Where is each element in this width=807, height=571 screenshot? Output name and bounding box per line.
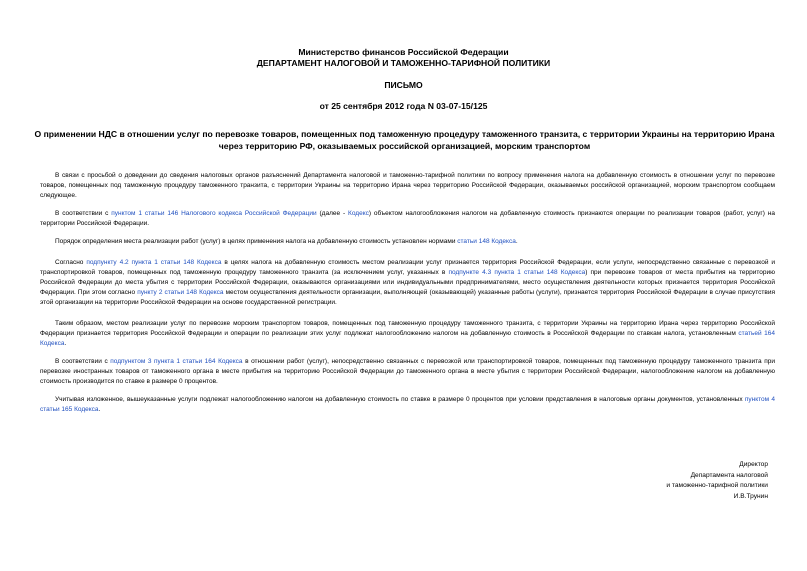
text-run: В соответствии с [55,210,112,217]
signature-name: И.В.Трунин [733,492,768,500]
document-date-number: от 25 сентября 2012 года N 03-07-15/125 [319,101,488,111]
text-run: В соответствии с [55,358,111,365]
paragraph-tax-object [40,209,775,229]
link-tax-code-art146[interactable]: пунктом 1 статьи 146 Налогового кодекса Российской Федерации [111,210,317,217]
link-art148-p1-sp4-3[interactable]: подпункте 4.3 пункта 1 статьи 148 Кодекса [448,269,586,276]
link-art148-p1-sp4-2[interactable]: подпункту 4.2 пункта 1 статьи 148 Кодекса [86,259,222,266]
text-run: . [64,340,67,347]
link-art164-p1-sp3[interactable]: подпунктом 3 пункта 1 статьи 164 Кодекса [110,358,243,365]
paragraph-transit-services [40,258,775,308]
paragraph-conclusion-place [40,319,775,349]
text-run: Согласно [55,259,87,266]
paragraph-place-of-sale [40,237,775,247]
text-run: . [98,406,101,413]
signature-department-cont: и таможенно-тарифной политики [666,482,768,489]
link-art148-p2[interactable]: пункту 2 статьи 148 Кодекса [137,289,224,296]
signature-department: Департамента налоговой [690,471,768,479]
document-body [40,171,775,415]
paragraph-final [40,395,775,415]
link-art164[interactable]: статьей 164 Кодекса [40,330,775,347]
paragraph-zero-rate [40,357,775,387]
document-type: ПИСЬМО [384,80,423,90]
text-run: Таким образом, местом реализации услуг по перевозке морским транспортом товаров, помещенных под таможенную процедуру таможенного транзита, с территории Украины на территорию Ирана через территорию Российской Федерации признается территория Российской Федерации и операции по реализации этих услуг подлежат налогообложению налогом на добавленную стоимость в Российской Федерации по ставкам налога, установленным [40,320,775,337]
paragraph-request: В связи с просьбой о доведении до сведения налоговых органов разъяснений Департамента налоговой и таможенно-тарифной политики по вопросу применения налога на добавленную стоимость в отношении услуг по перевозке товаров, помещенных под таможенную процедуру таможенного транзита, с территории Украины на территорию Ирана через территорию Российской Федерации, оказываемых российской организацией, морским транспортом сообщаем следующее. [40,172,775,199]
text-run: Учитывая изложенное, вышеуказанные услуги подлежат налогообложению налогом на добавленную стоимость по ставке в размере 0 процентов при условии представления в налоговые органы документов, установленных [55,396,745,403]
text-run: . [515,238,518,245]
link-art148[interactable]: статьи 148 Кодекса [457,238,516,245]
link-art165-p4[interactable]: пунктом 4 статьи 165 Кодекса [40,396,775,413]
text-run: ) объектом налогообложения налогом на добавленную стоимость признаются операции по реализации товаров (работ, услуг) на территории Российской Федерации. [40,210,775,227]
signature-title: Директор [739,461,768,468]
department-name: ДЕПАРТАМЕНТ НАЛОГОВОЙ И ТАМОЖЕННО-ТАРИФНОЙ ПОЛИТИКИ [256,58,551,68]
document-subject: О применении НДС в отношении услуг по перевозке товаров, помещенных под таможенную процедуру таможенного транзита, с территории Украины на территорию Ирана через территорию РФ, оказываемых российской организацией, морским транспортом [34,129,775,151]
text-run: в целях налога на добавленную стоимость местом реализации услуг признается территория Российской Федерации, если услуги, непосредственно связанные с перевозкой и транспортировкой товаров, помещенных под таможенную процедуру таможенного транзита (за исключением услуг, указанных в [40,259,776,276]
ministry-name: Министерство финансов Российской Федерации [298,47,509,57]
text-run: ) при перевозке товаров от места прибытия на территорию Российской Федерации до места убытия с территории Российской Федерации, оказываются организациями или индивидуальными предпринимателями, место осуществления деятельности которых признается территория Российской Федерации. При этом согласно [40,269,775,296]
text-run: в отношении работ (услуг), непосредственно связанных с перевозкой или транспортировкой товаров, помещенных под таможенную процедуру таможенного транзита при перевозке иностранных товаров от таможенного органа в месте прибытия на территорию Российской Федерации до таможенного органа в месте убытия с территории Российской Федерации, налогообложение налогом на добавленную стоимость производится по ставке в размере 0 процентов. [40,358,775,385]
text-run: Порядок определения места реализации работ (услуг) в целях применения налога на добавленную стоимость установлен нормами [55,238,458,245]
link-code[interactable]: Кодекс [348,210,369,217]
text-run: (далее - [316,210,349,217]
signature-block [666,460,768,502]
text-run: местом осуществления деятельности организации, выполняющей (оказывающей) указанные работы (услуги), признается территория Российской Федерации в случае присутствия этой организации на территории Российской Федерации на основе государственной регистрации. [40,289,775,306]
